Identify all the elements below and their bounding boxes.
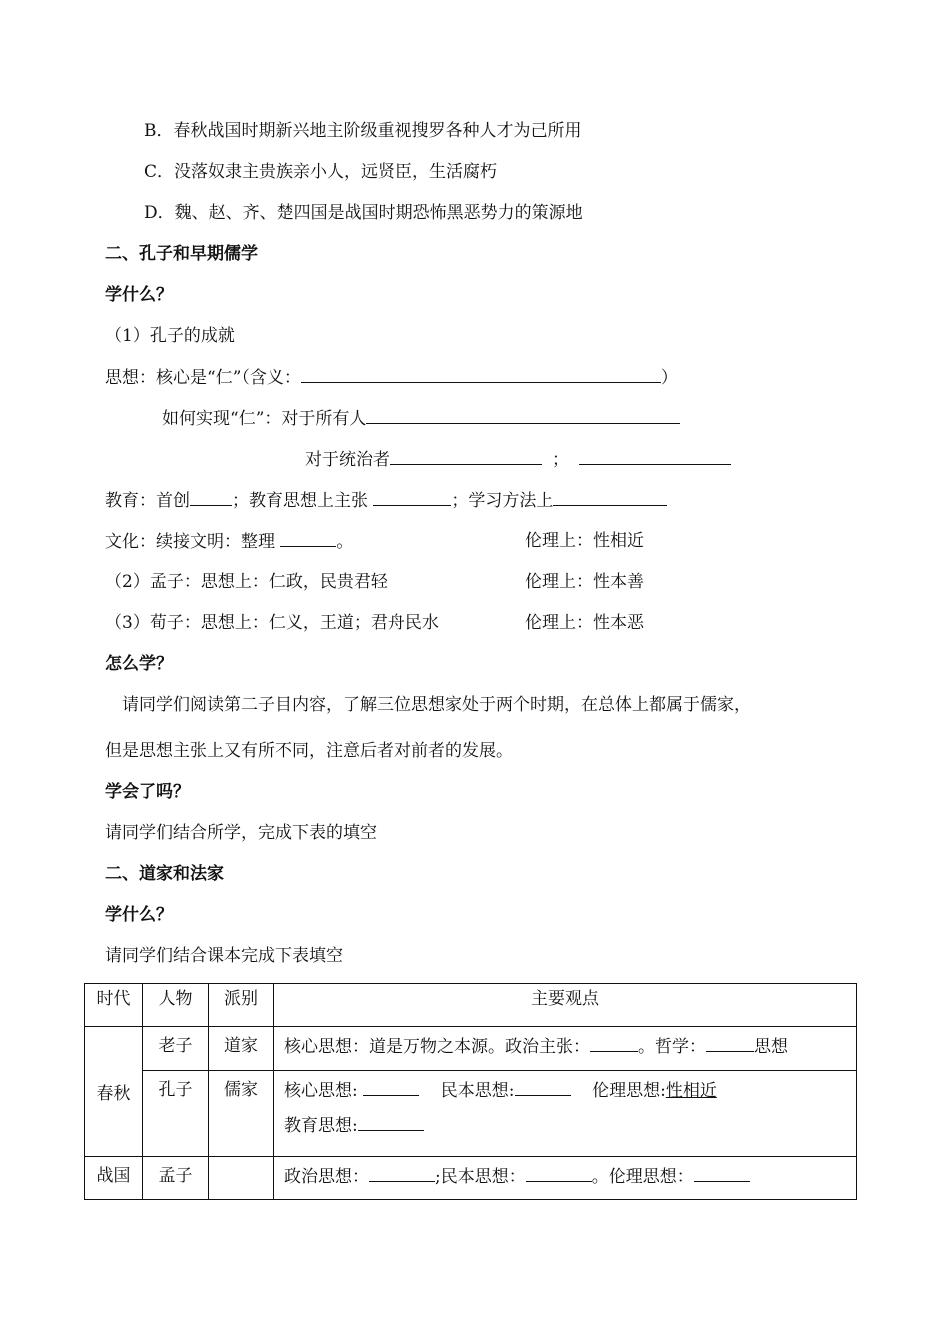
laozi-views <box>274 1027 856 1062</box>
culture-line <box>105 530 353 553</box>
person-mengzi: 孟子 <box>158 1166 193 1186</box>
blank-kongzi-core[interactable] <box>363 1079 419 1096</box>
era-warring-states: 战国 <box>96 1166 131 1186</box>
school-ru: 儒家 <box>224 1080 258 1100</box>
thought-label: 思想：核心是“仁”（含义： <box>105 368 301 388</box>
mengzi-people-label: ;民本思想： <box>435 1167 526 1187</box>
culture-end: 。 <box>336 532 354 552</box>
thought-line <box>105 366 678 389</box>
laozi-phil-label: 。哲学： <box>638 1037 706 1057</box>
blank-education-first[interactable] <box>190 489 232 506</box>
education-method-label: 学习方法上 <box>468 491 554 511</box>
option-c: C．没落奴隶主贵族亲小人，远贤臣，生活腐朽 <box>144 162 498 182</box>
blank-rulers-1[interactable] <box>390 448 542 465</box>
blank-kongzi-edu[interactable] <box>358 1114 424 1131</box>
table-instruction: 请同学们结合课本完成下表填空 <box>105 946 343 966</box>
era-spring-autumn: 春秋 <box>96 1084 131 1104</box>
learn-what-heading-dao: 学什么？ <box>105 905 173 925</box>
option-d: D．魏、赵、齐、楚四国是战国时期恐怖黑恶势力的策源地 <box>144 203 583 223</box>
kongzi-ethic-label: 伦理思想: <box>592 1081 666 1101</box>
how-ren-label: 如何实现“仁”：对于所有人 <box>162 409 367 429</box>
thinkers-table <box>84 983 857 1200</box>
blank-rulers-2[interactable] <box>579 448 731 465</box>
person-laozi: 老子 <box>158 1036 193 1056</box>
blank-ren-all-people[interactable] <box>366 407 680 424</box>
header-person: 人物 <box>158 989 193 1009</box>
blank-education-idea[interactable] <box>373 489 451 506</box>
ethic-xunzi: 伦理上：性本恶 <box>525 613 644 633</box>
blank-culture[interactable] <box>280 530 336 547</box>
rulers-line <box>305 448 731 471</box>
section-heading-confucius: 二、孔子和早期儒学 <box>105 244 258 264</box>
education-label: 教育：首创 <box>105 491 190 511</box>
kongzi-people-label: 民本思想: <box>440 1081 515 1101</box>
blank-mengzi-people[interactable] <box>526 1165 592 1182</box>
paragraph-line-1: 请同学们阅读第二子目内容，了解三位思想家处于两个时期，在总体上都属于儒家， <box>122 695 751 715</box>
thought-close: ） <box>660 368 678 388</box>
rulers-separator: ； <box>552 450 569 470</box>
mengzi-ethic-label: 。伦理思想： <box>591 1167 694 1187</box>
mengzi-views <box>274 1157 856 1192</box>
kongzi-edu-label: 教育思想: <box>284 1116 358 1136</box>
kongzi-views-line1 <box>274 1071 856 1106</box>
education-line <box>105 489 667 512</box>
blank-education-method[interactable] <box>553 489 667 506</box>
school-dao: 道家 <box>224 1036 258 1056</box>
blank-mengzi-politics[interactable] <box>369 1165 435 1182</box>
laozi-core-label: 核心思想：道是万物之本源。政治主张： <box>284 1037 590 1057</box>
learned-heading: 学会了吗？ <box>105 782 190 802</box>
education-mid: ；教育思想上主张 <box>232 491 368 511</box>
paragraph-line-2: 但是思想主张上又有所不同，注意后者对前者的发展。 <box>105 741 513 761</box>
fill-instruction: 请同学们结合所学，完成下表的填空 <box>105 823 377 843</box>
education-sep: ； <box>451 491 469 511</box>
ethic-mencius: 伦理上：性本善 <box>525 572 644 592</box>
rulers-label: 对于统治者 <box>305 450 390 470</box>
blank-ren-meaning[interactable] <box>301 366 661 383</box>
table-header-row <box>85 984 857 1027</box>
kongzi-core-label: 核心思想: <box>284 1081 358 1101</box>
item-confucius-achievement: （1）孔子的成就 <box>105 326 235 346</box>
laozi-thought-suffix: 思想 <box>754 1037 788 1057</box>
school-mengzi-empty <box>209 1157 273 1169</box>
option-b: B．春秋战国时期新兴地主阶级重视搜罗各种人才为己所用 <box>144 121 582 141</box>
how-ren-line <box>162 407 680 430</box>
learn-what-heading: 学什么？ <box>105 285 173 305</box>
header-school: 派别 <box>224 989 258 1009</box>
header-main-views: 主要观点 <box>531 989 599 1009</box>
person-kongzi: 孔子 <box>158 1080 193 1100</box>
culture-label: 文化：续接文明：整理 <box>105 532 275 552</box>
header-era: 时代 <box>96 989 131 1009</box>
ethic-confucius: 伦理上：性相近 <box>525 531 644 551</box>
kongzi-ethic-value: 性相近 <box>665 1081 717 1101</box>
table-row-mengzi <box>85 1157 857 1200</box>
blank-kongzi-people[interactable] <box>515 1079 571 1096</box>
table-row-laozi <box>85 1027 857 1071</box>
table-row-kongzi <box>85 1071 857 1157</box>
blank-mengzi-ethic[interactable] <box>694 1165 750 1182</box>
blank-laozi-philosophy[interactable] <box>706 1035 754 1052</box>
kongzi-views-line2 <box>274 1106 856 1141</box>
mengzi-politics-label: 政治思想： <box>284 1167 369 1187</box>
section-heading-dao: 二、道家和法家 <box>105 864 224 884</box>
how-learn-heading: 怎么学？ <box>105 654 173 674</box>
blank-laozi-politics[interactable] <box>590 1035 638 1052</box>
mencius-line: （2）孟子：思想上：仁政，民贵君轻 <box>105 572 388 592</box>
xunzi-line: （3）荀子：思想上：仁义，王道；君舟民水 <box>105 613 439 633</box>
